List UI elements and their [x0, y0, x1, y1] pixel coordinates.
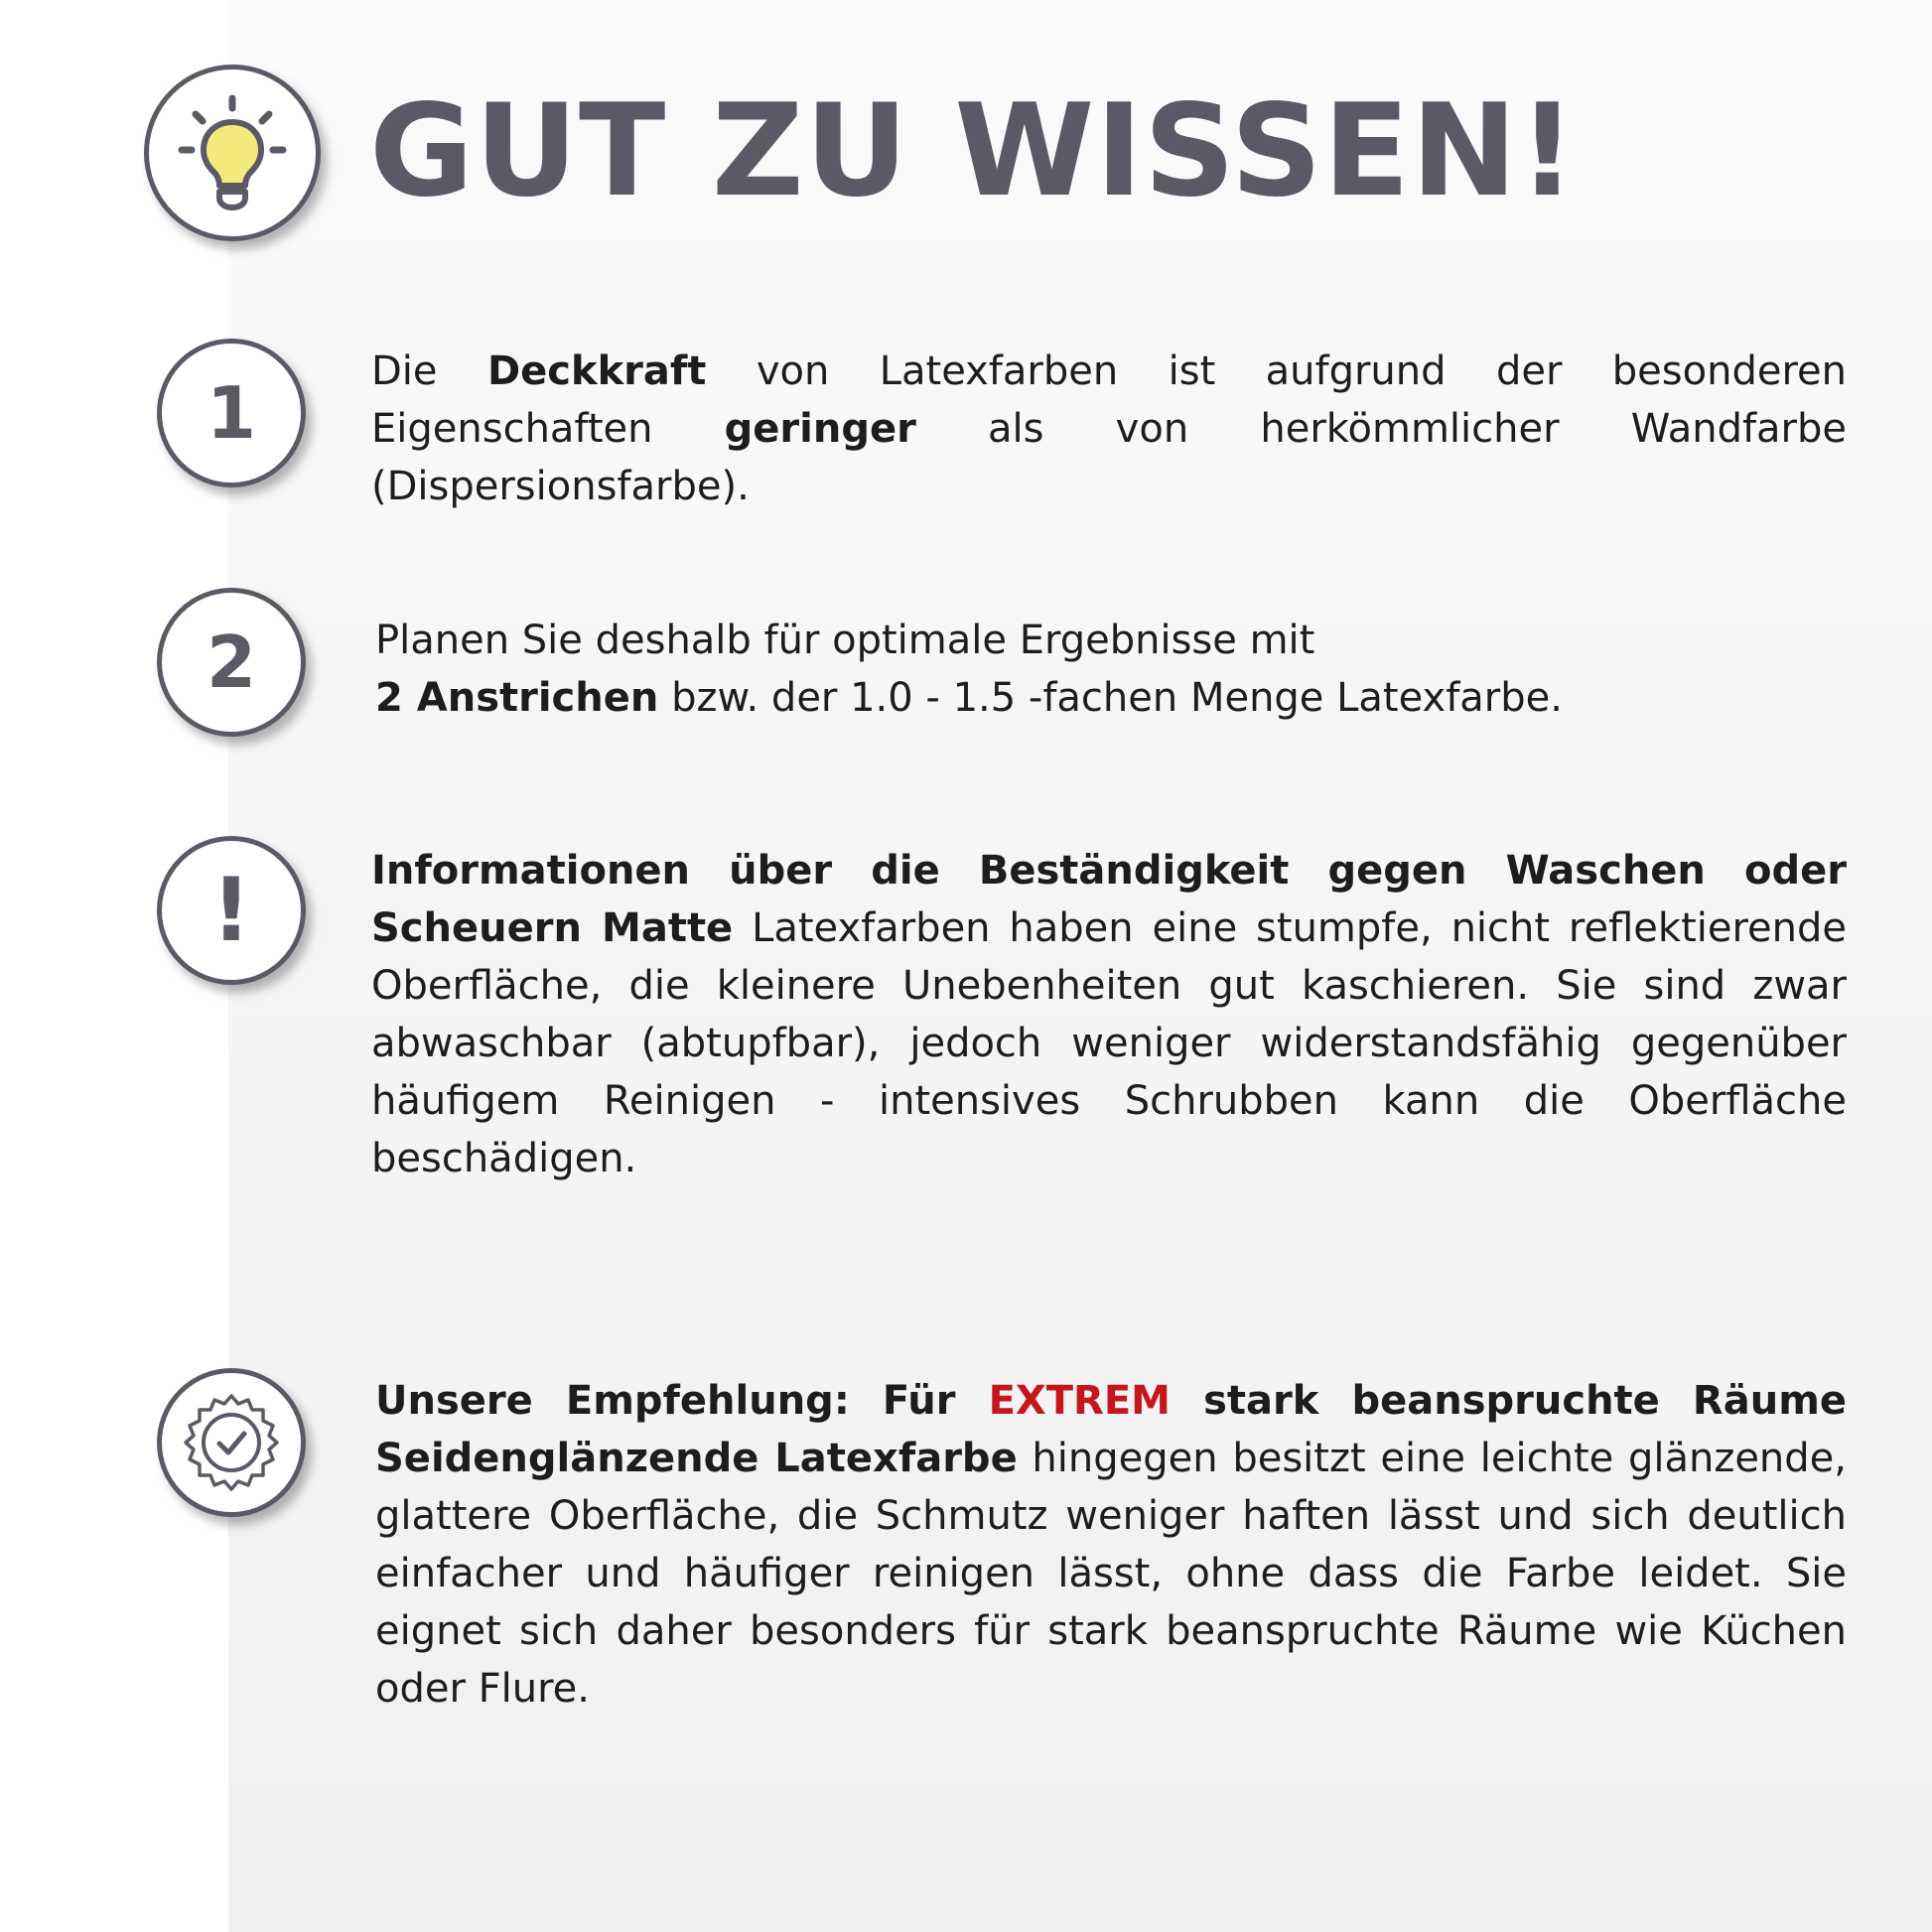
bold-term: Informationen über die Beständigkeit gegen Waschen oder Scheuern Matte: [371, 848, 1847, 951]
bold-term: 2 Anstrichen: [375, 675, 659, 721]
step-number: 2: [206, 621, 257, 704]
bold-term: geringer: [724, 406, 916, 452]
lightbulb-icon: [168, 88, 297, 217]
step-number: 1: [206, 371, 257, 455]
highlight-extrem: EXTREM: [988, 1378, 1171, 1424]
step-badge-2: [157, 588, 306, 737]
warning-badge: [157, 836, 306, 985]
recommendation-badge: [157, 1368, 306, 1517]
info-text-2: Planen Sie deshalb für optimale Ergebnisse mit 2 Anstrichen bzw. der 1.0 - 1.5 -fachen Menge Latexfarbe.: [375, 618, 1563, 721]
badge-check-icon: [177, 1388, 286, 1497]
bold-term: stark beanspruchte Räume Seidenglänzende Latexfarbe: [375, 1378, 1847, 1481]
info-text-4: Unsere Empfehlung: Für EXTREM stark beanspruchte Räume Seidenglänzende Latexfarbe hingegen besitzt eine leichte glänzende, glattere Oberfläche, die Schmutz weniger haften lässt und sich deutlich einfacher und häufiger reinigen lässt, ohne dass die Farbe leidet. Sie eignet sich daher besonders für stark beanspruchte Räume wie Küchen oder Flure.: [375, 1378, 1847, 1712]
bold-term: Deckkraft: [486, 348, 707, 394]
page-title: GUT ZU WISSEN!: [369, 77, 1578, 225]
info-text-3: Informationen über die Beständigkeit gegen Waschen oder Scheuern Matte Latexfarben haben eine stumpfe, nicht reflektierende Oberfläche, die kleinere Unebenheiten gut kaschieren. Sie sind zwar abwaschbar (abtupfbar), jedoch weniger widerstandsfähig gegenüber häufigem Reinigen - intensives Schrubben kann die Oberfläche beschädigen.: [371, 848, 1848, 1181]
bold-term: Unsere Empfehlung: Für: [375, 1378, 989, 1424]
info-text-1: Die Deckkraft von Latexfarben ist aufgrund der besonderen Eigenschaften geringer als von herkömmlicher Wandfarbe (Dispersionsfarbe).: [371, 348, 1848, 509]
lightbulb-badge: [144, 65, 321, 241]
step-badge-1: [157, 339, 306, 487]
exclamation-icon: !: [210, 859, 252, 961]
